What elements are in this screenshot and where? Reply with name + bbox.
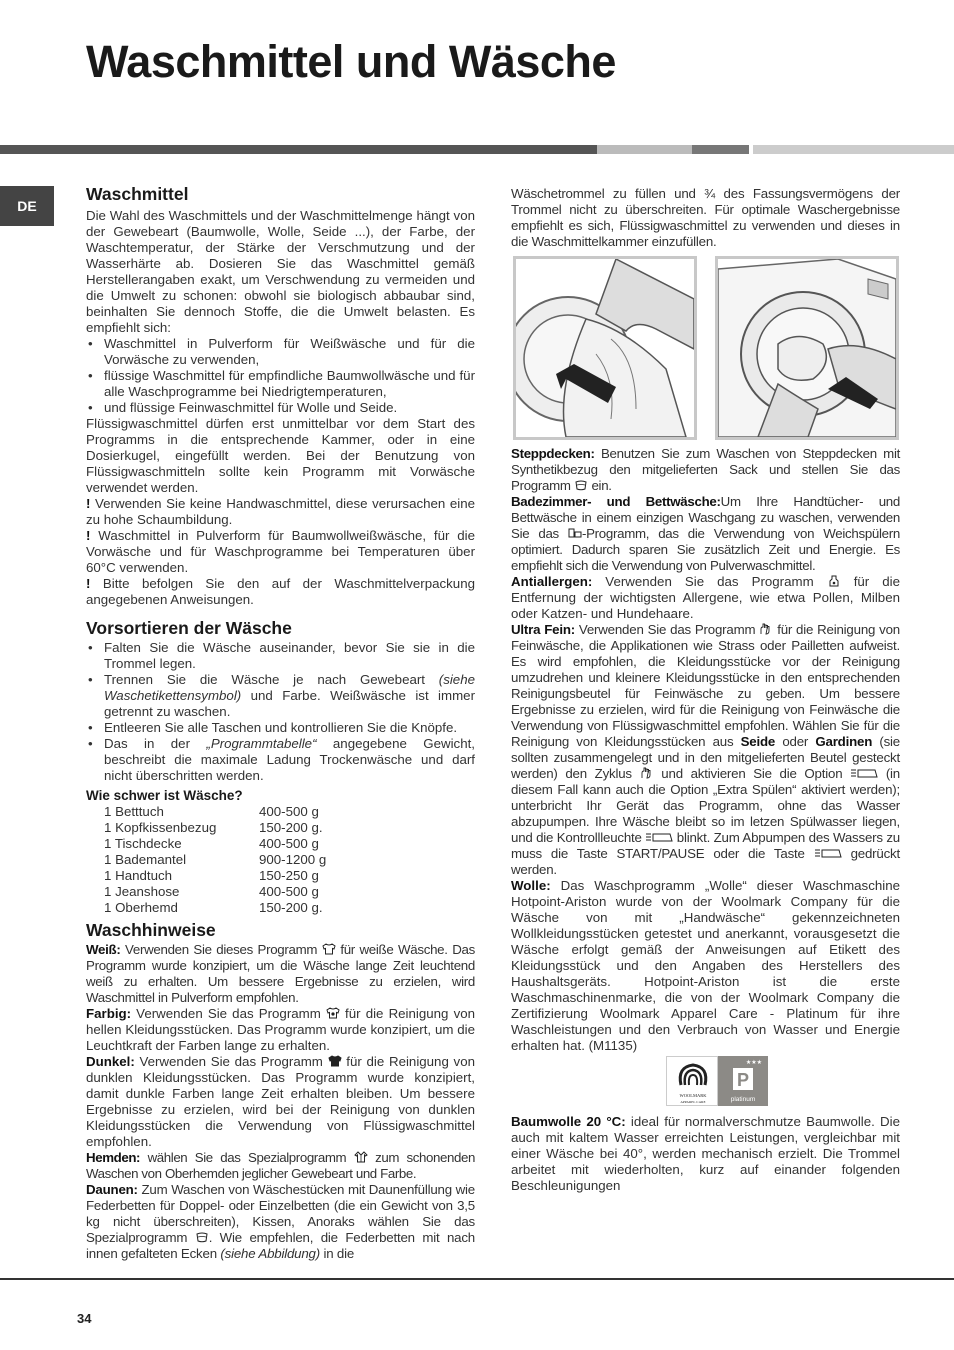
weight-item: 1 Kopfkissenbezug	[104, 820, 217, 835]
rinse-hold-icon	[850, 767, 878, 779]
table-row	[104, 820, 326, 836]
svg-text:platinum: platinum	[730, 1096, 756, 1103]
warning-mark: !	[86, 576, 91, 591]
weight-item: 1 Tischdecke	[104, 836, 182, 851]
figure-pushing-duvet	[715, 256, 899, 440]
svg-text:APPAREL CARE: APPAREL CARE	[680, 1100, 706, 1104]
tip-wolle: Wolle: Das Waschprogramm „Wolle“ dieser Waschmaschine Hotpoint-Ariston wurde von der Woolmark Company für die Wäsche von mit „Handwäsche“ gekennzeichneten Wollkleidungsstücken getestet und anerkannt, vorausgesetzt die Wäsche erfolgt gemäß der Anweisungen auf Etikett des Kleidungsstück und den Angaben des Herstellers des Haushaltsgeräts. Hotpoint-Ariston ist die erste Waschmaschinenmarke, die von der Woolmark Company die Zertifizierung Woolmark Apparel Care - Platinum für ihre Waschleistungen und den Verbrauch von Wasser und Energie erhalten hat. (M1135)	[511, 878, 900, 1053]
warning-3: ! Bitte befolgen Sie den auf der Waschmittelverpackung angegebenen Anweisungen.	[86, 576, 475, 607]
duvet-figures	[511, 256, 900, 442]
tip-hemden: Hemden: wählen Sie das Spezialprogramm zum schonenden Waschen von Oberhemden jeglicher Gewebeart und Farbe.	[86, 1150, 475, 1181]
table-row	[104, 852, 326, 868]
header-bar-dark	[0, 145, 597, 154]
delicate-hand-icon	[640, 767, 654, 779]
list-item: • Waschmittel in Pulverform für Weißwäsche und für die Vorwäsche zu verwenden,	[86, 336, 475, 368]
weight-value: 150-200 g.	[259, 900, 323, 915]
sorting-list	[86, 640, 475, 784]
tip-baumwolle-20: Baumwolle 20 °C: ideal für normalverschmutze Baumwolle. Die auch mit kaltem Wasser erreichten Leistungen, vergleichbar mit einer Wäsche bei 40°, werden mechanisch erzielt. Die Trommel arbeitet mit wiederholten, kurz auf einander folgenden Beschleunigungen	[511, 1114, 900, 1193]
weight-heading: Wie schwer ist Wäsche?	[86, 788, 243, 803]
woolmark-logo	[666, 1056, 718, 1106]
shirt-icon	[354, 1151, 368, 1163]
footer-rule	[0, 1278, 954, 1280]
rinse-hold-icon	[645, 831, 673, 843]
weight-value: 400-500 g	[259, 804, 319, 819]
duvet-icon	[574, 479, 588, 491]
weight-value: 150-250 g	[259, 868, 319, 883]
header-bar-mid	[692, 145, 749, 154]
warning-2: ! Waschmittel in Pulverform für Baumwollweißwäsche, für die Vorwäsche und für Waschprogramme bei Temperaturen über 60°C verwenden.	[86, 528, 475, 575]
tip-antiallergen: Antiallergen: Verwenden Sie das Programm für die Entfernung der wichtigsten Allergene, wie etwa Pollen, Milben oder Katzen- und Hundehaare.	[511, 574, 900, 621]
weight-item: 1 Betttuch	[104, 804, 164, 819]
svg-text:WOOLMARK: WOOLMARK	[679, 1093, 707, 1098]
list-item: • flüssige Waschmittel für empfindliche Baumwollwäsche und für alle Waschprogramme bei Niedrigtemperaturen,	[86, 368, 475, 400]
left-column	[86, 184, 475, 1262]
detergent-heading: Waschmittel	[86, 184, 189, 204]
list-item: • Trennen Sie die Wäsche je nach Gewebeart (siehe Waschetikettensymbol) und Farbe. Weißwäsche ist immer getrennt zu waschen.	[86, 672, 475, 720]
tip-farbig: Farbig: Verwenden Sie das Programm für die Reinigung von hellen Kleidungsstücken. Das Programm wurde konzipiert, um die Leuchtkraft der Farben lange zu erhalten.	[86, 1006, 476, 1053]
rinse-hold-icon	[814, 847, 842, 859]
weight-item: 1 Jeanshose	[104, 884, 180, 899]
tips-heading: Waschhinweise	[86, 920, 216, 940]
certification-logos	[666, 1056, 768, 1106]
list-item: • Das in der „Programmtabelle“ angegebene Gewicht, beschreibt die maximale Ladung Trockenwäsche und darf nicht überschritten werden.	[86, 736, 475, 784]
color-tshirt-icon	[326, 1007, 340, 1019]
page-title: Waschmittel und Wäsche	[86, 36, 616, 87]
tip-weiss: Weiß: Verwenden Sie dieses Programm für weiße Wäsche. Das Programm wurde konzipiert, um die Wäsche lange Zeit leuchtend weiß zu erhalten. Um bessere Ergebnisse zu erzielen, wird Waschmittel in Pulverform empfohlen.	[86, 942, 475, 1005]
header-bar-light	[597, 145, 692, 154]
weight-item: 1 Handtuch	[104, 868, 173, 883]
delicate-hand-icon	[759, 623, 773, 635]
figure-loading-duvet	[513, 256, 697, 440]
tip-steppdecken: Steppdecken: Benutzen Sie zum Waschen von Steppdecken mit Synthetikbezug den mitgelieferten Sack und stellen Sie das Programm ein.	[511, 446, 900, 493]
sorting-heading: Vorsortieren der Wäsche	[86, 618, 292, 638]
table-row	[104, 884, 326, 900]
weight-value: 400-500 g	[259, 836, 319, 851]
tshirt-icon	[322, 943, 336, 955]
platinum-logo	[718, 1056, 768, 1106]
right-column	[511, 186, 900, 1194]
svg-text:★★★: ★★★	[745, 1059, 762, 1066]
header-bar-light-end	[753, 145, 954, 154]
continuation-text: Wäschetrommel zu füllen und ¾ des Fassungsvermögens der Trommel nicht zu überschreiten. Für optimale Waschergebnisse empfiehlt es sich, Flüssigwaschmittel zu verwenden und dieses in die Waschmittelkammer einzufüllen.	[511, 186, 900, 249]
list-item: • und flüssige Feinwaschmittel für Wolle und Seide.	[86, 400, 475, 416]
weight-value: 900-1200 g	[259, 852, 327, 867]
weight-item: 1 Oberhemd	[104, 900, 178, 915]
weight-value: 150-200 g.	[259, 820, 323, 835]
tip-daunen: Daunen: Zum Waschen von Wäschestücken mit Daunenfüllung wie Federbetten für Doppel- oder Einzelbetten (die ein Gewicht von 3,5 kg nicht überschreiten), Kissen, Anoraks wählen Sie das Spezialprogramm . Wie empfehlen, die Federbetten mit nach innen gefalteten Ecken (siehe Abbildung) in die	[86, 1182, 475, 1261]
allergen-icon	[827, 575, 841, 587]
list-item: • Falten Sie die Wäsche auseinander, bevor Sie sie in die Trommel legen.	[86, 640, 475, 672]
weight-item: 1 Bademantel	[104, 852, 187, 867]
tip-dunkel: Dunkel: Verwenden Sie das Programm für die Reinigung von dunklen Kleidungsstücken. Das Programm wurde konzipiert, damit dunkle Farben lange Zeit erhalten bleiben. Um bessere Ergebnisse zu erzielen, wird bei der Reinigung von dunklen Kleidungsstücken die Verwendung von Flüssigwaschmittel empfohlen.	[86, 1054, 475, 1149]
detergent-intro: Die Wahl des Waschmittels und der Waschmittelmenge hängt von der Gewebeart (Baumwolle, Wolle, Seide ...), der Farbe, der Waschtemperatur, der Stärke der Verschmutzung und der Wasserhärte ab. Dosieren Sie das Waschmittel gemäß Herstellerangaben exakt, um Verschwendung zu vermeiden und die Umwelt zu schonen: obwohl sie biologisch abbaubar sind, beinhalten Sie dennoch Stoffe, die die Umwelt belasten. Es empfiehlt sich:	[86, 208, 475, 335]
warning-mark: !	[86, 528, 91, 543]
list-item: • Entleeren Sie alle Taschen und kontrollieren Sie die Knöpfe.	[86, 720, 475, 736]
language-tab: DE	[0, 186, 54, 226]
weight-table	[104, 804, 326, 916]
table-row	[104, 836, 326, 852]
table-row	[104, 804, 326, 820]
table-row	[104, 900, 326, 916]
page-number: 34	[77, 1311, 92, 1326]
towel-bed-icon	[568, 527, 582, 539]
liquid-note: Flüssigwaschmittel dürfen erst unmittelbar vor dem Start des Programms in die entsprechende Kammer, oder in eine Dosierkugel, eingefüllt werden. Bei der Benutzung von Flüssigwaschmitteln sollte kein Programm mit Vorwäsche verwendet werden.	[86, 416, 475, 495]
table-row	[104, 868, 326, 884]
tip-bad: Badezimmer- und Bettwäsche:Um Ihre Handtücher- und Bettwäsche in einem einzigen Waschgang zu waschen, verwenden Sie das -Programm, das die Verwendung von Weichspülern optimiert. Dadurch sparen Sie zusätzlich Zeit und Energie. Es empfiehlt sich die Verwendung von Pulverwaschmittel.	[511, 494, 900, 573]
tip-ultra-fein: Ultra Fein: Verwenden Sie das Programm für die Reinigung von Feinwäsche, die Applikationen wie Strass oder Pailletten aufweist. Es wird empfohlen, die Kleidungsstücke vor der Reinigung umzudrehen und kleinere Kleidungsstücke in den entsprechenden Reinigungsbeutel für Feinwäsche zu geben. Um bessere Ergebnisse zu erzielen, wird für die Reinigung von Feinwäsche die Verwendung von Flüssigwaschmittel empfohlen. Wählen Sie für die Reinigung von Kleidungsstücken aus Seide oder Gardinen (sie sollten zusammengelegt und in den mitgelieferten Beutel gesteckt werden) den Zyklus und aktivieren Sie die Option (in diesem Fall kann auch die Option „Extra Spülen“ aktiviert werden); unterbricht Ihr Gerät das Programm, ohne das Wasser abzupumpen. Ihre Wäsche bleibt so im letzen Spülwasser liegen, und die Kontrollleuchte blinkt. Zum Abpumpen des Wassers zu muss die Taste START/PAUSE oder die Taste gedrückt werden.	[511, 622, 900, 877]
warning-mark: !	[86, 496, 91, 511]
svg-text:P: P	[736, 1070, 750, 1090]
woolmark-block	[511, 878, 900, 1106]
duvet-icon	[195, 1231, 209, 1243]
warning-1: ! Verwenden Sie keine Handwaschmittel, diese verursachen eine zu hohe Schaumbildung.	[86, 496, 475, 527]
dark-tshirt-icon	[328, 1055, 342, 1067]
weight-value: 400-500 g	[259, 884, 319, 899]
detergent-list	[86, 336, 475, 416]
